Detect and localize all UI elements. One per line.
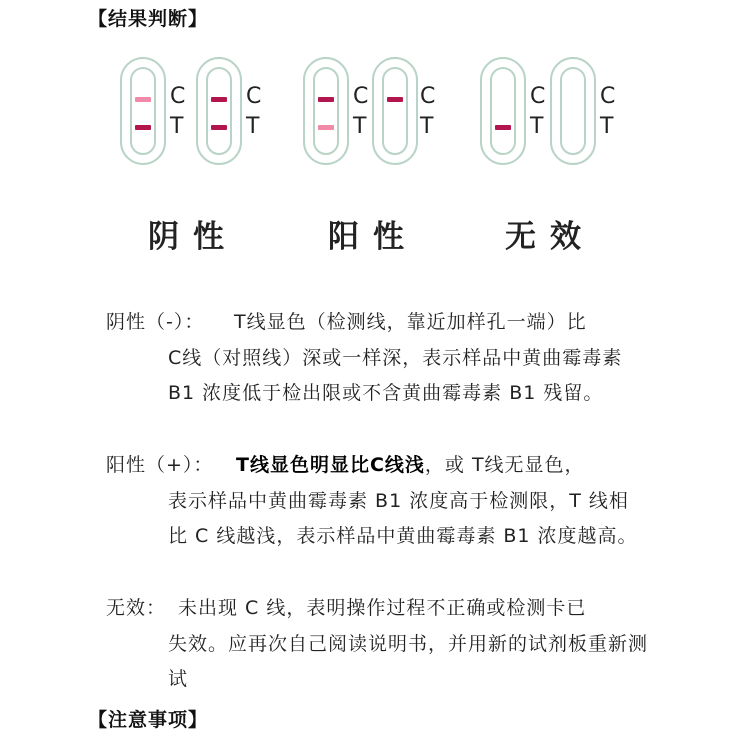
t-line (135, 125, 151, 130)
cassette-positive-1 (303, 57, 349, 165)
cassette-negative-2 (196, 57, 242, 165)
notes-heading: 【注意事项】 (88, 709, 209, 731)
explanation-negative-text: C线（对照线）深或一样深，表示样品中黄曲霉毒素 B1 浓度低于检出限或不含黄曲霉毒素 B1 残留。 (168, 346, 623, 404)
explanation-positive-line1-rest: ，或 T线无显色， (424, 454, 585, 476)
cassette-invalid-2 (550, 57, 596, 165)
cassette-negative-1 (120, 57, 166, 165)
t-letter: T (420, 114, 434, 139)
t-letter: T (530, 114, 544, 139)
explanation-positive-lead: 阳性（+）： (106, 454, 214, 476)
c-line (135, 97, 151, 102)
t-line (211, 125, 227, 130)
t-line (318, 125, 334, 130)
explanation-negative-line1: T线显色（检测线，靠近加样孔一端）比 (234, 311, 587, 333)
c-letter: C (170, 84, 186, 109)
c-line (387, 97, 403, 102)
explanation-negative-lead: 阴性（-）： (106, 311, 205, 333)
label-negative: 阴性 (148, 219, 238, 255)
explanation-invalid-lead: 无效： (106, 597, 167, 619)
t-letter: T (600, 114, 614, 139)
explanation-invalid (106, 591, 666, 701)
c-letter: C (353, 84, 369, 109)
explanation-invalid-line1: 未出现 C 线，表明操作过程不正确或检测卡已 (178, 597, 587, 619)
explanation-invalid-text: 失效。应再次自己阅读说明书，并用新的试剂板重新测试 (168, 632, 649, 690)
test-strip-illustration (0, 0, 750, 280)
result-heading: 【结果判断】 (88, 8, 209, 30)
c-letter: C (530, 84, 546, 109)
label-positive: 阳性 (328, 219, 418, 255)
c-line (211, 97, 227, 102)
c-line (318, 97, 334, 102)
explanation-positive-bold: T线显色明显比C线浅 (236, 454, 425, 476)
explanation-negative (106, 305, 666, 445)
t-letter: T (170, 114, 184, 139)
cassette-invalid-1 (480, 57, 526, 165)
t-letter: T (353, 114, 367, 139)
t-line (495, 125, 511, 130)
explanation-positive-text: 表示样品中黄曲霉毒素 B1 浓度高于检测限，T 线相比 C 线越浅，表示样品中黄曲霉毒素 B1 浓度越高。 (168, 489, 638, 547)
explanation-positive-line1 (236, 448, 656, 484)
c-letter: C (246, 84, 262, 109)
c-letter: C (420, 84, 436, 109)
c-letter: C (600, 84, 616, 109)
explanation-positive (106, 448, 666, 588)
t-letter: T (246, 114, 260, 139)
label-invalid: 无效 (505, 219, 595, 255)
cassette-positive-2 (372, 57, 418, 165)
